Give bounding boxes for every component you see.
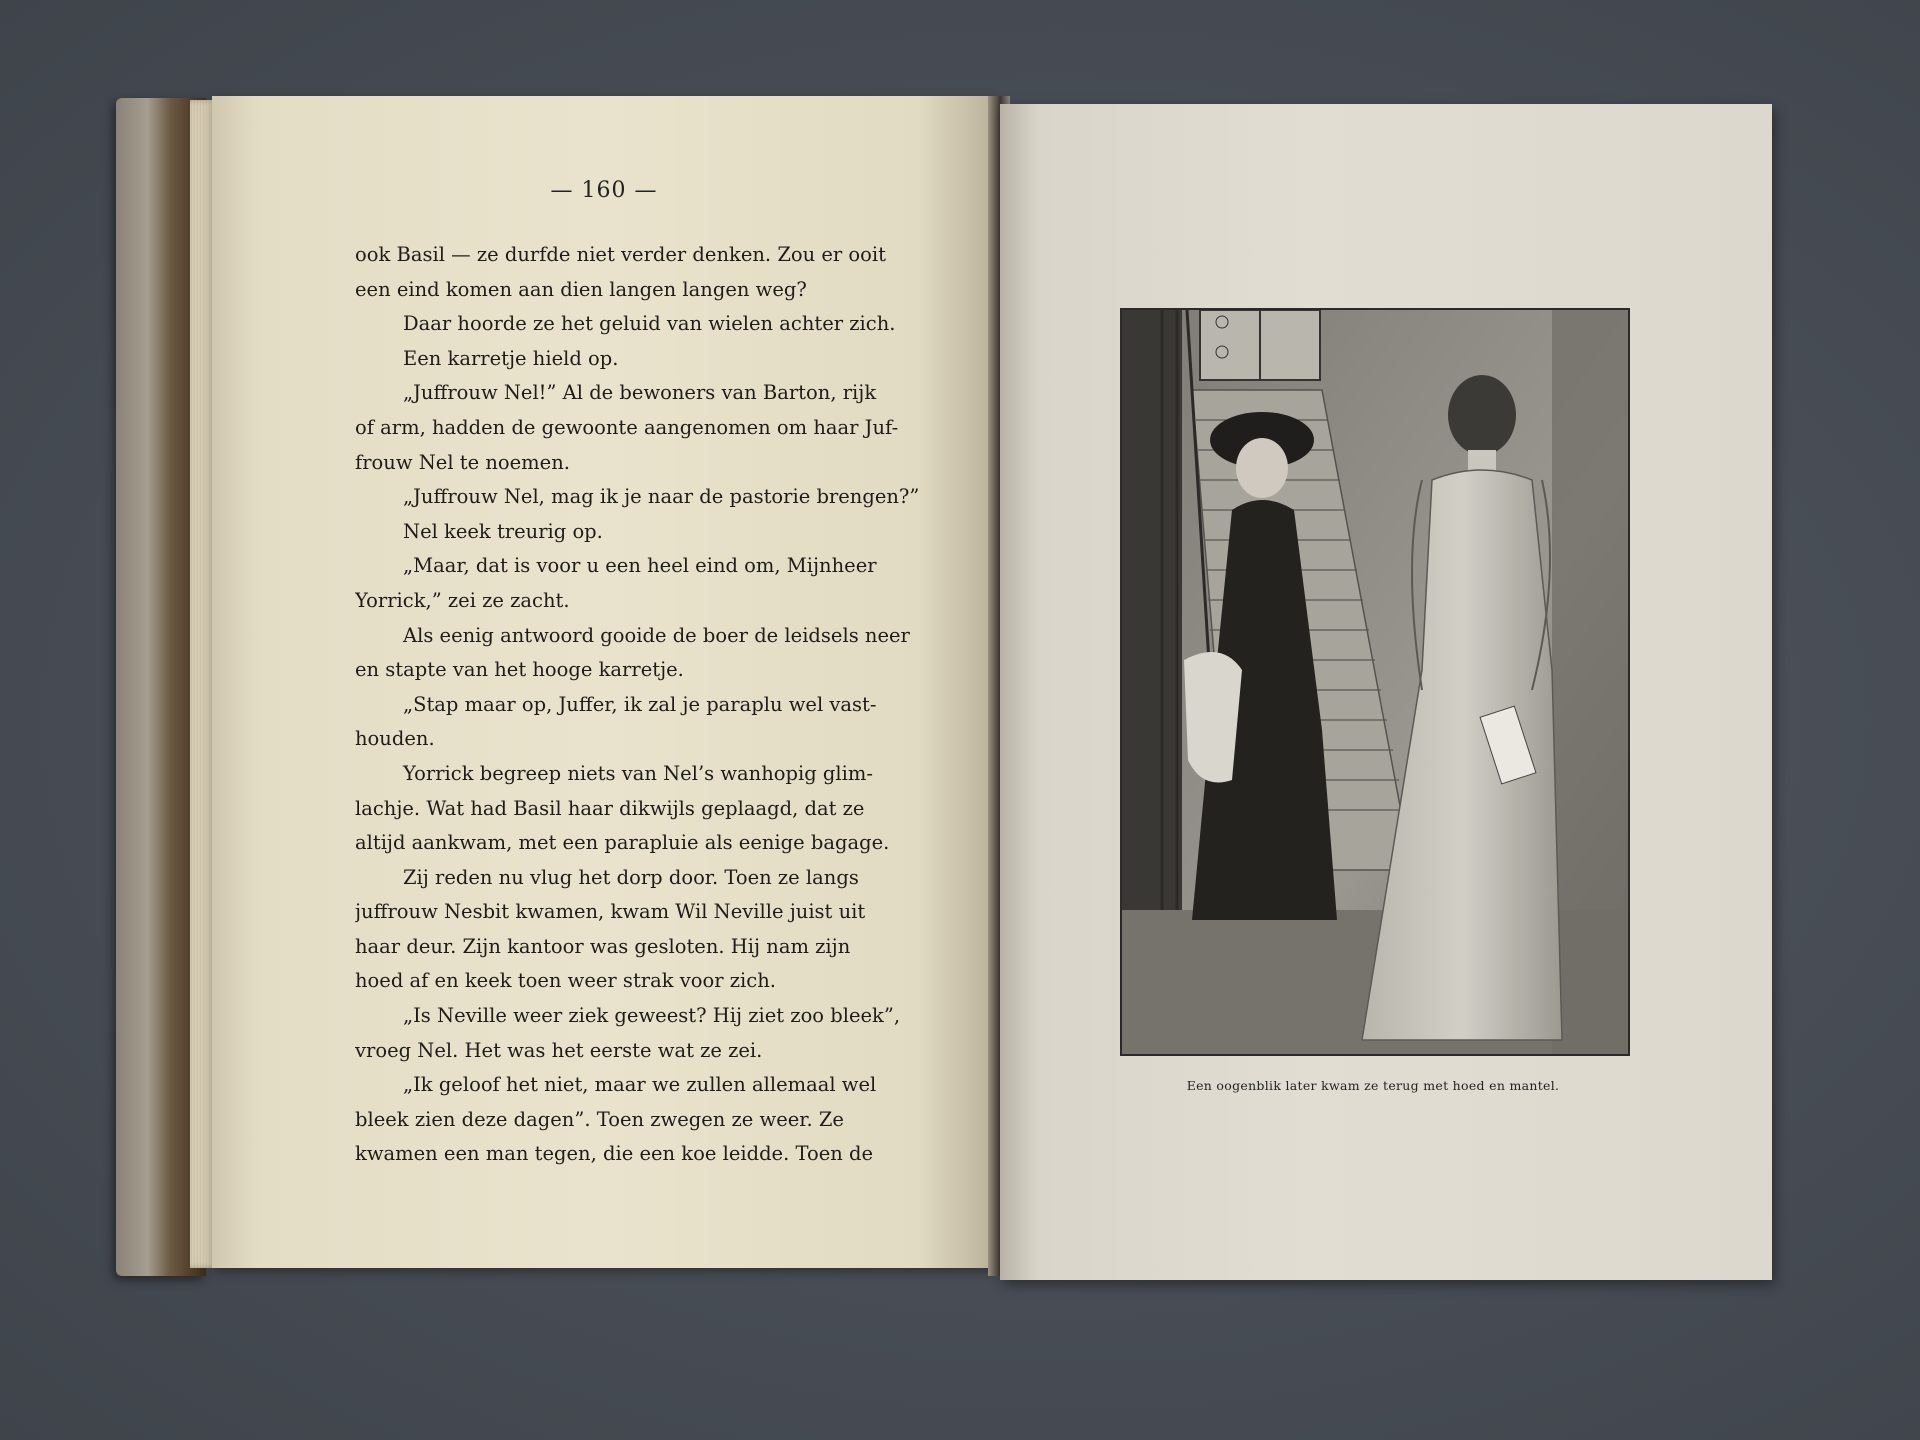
- text-line: een eind komen aan dien langen langen weg?: [355, 277, 807, 301]
- text-line: „Stap maar op, Juffer, ik zal je paraplu wel vast-: [403, 692, 877, 716]
- illustration-plate: [1120, 308, 1630, 1056]
- body-text: [355, 238, 920, 1172]
- text-line: of arm, hadden de gewoonte aangenomen om haar Juf-: [355, 415, 899, 439]
- text-line: Yorrick,” zei ze zacht.: [355, 588, 570, 612]
- text-line: Als eenig antwoord gooide de boer de leidsels neer: [403, 623, 910, 647]
- text-line: „Ik geloof het niet, maar we zullen allemaal wel: [403, 1073, 877, 1097]
- text-line: houden.: [355, 727, 435, 751]
- text-line: hoed af en keek toen weer strak voor zich.: [355, 969, 776, 993]
- text-line: juffrouw Nesbit kwamen, kwam Wil Neville juist uit: [355, 900, 866, 924]
- text-line: Een karretje hield op.: [403, 346, 619, 370]
- text-line: Nel keek treurig op.: [403, 519, 603, 543]
- text-line: lachje. Wat had Basil haar dikwijls geplaagd, dat ze: [355, 796, 865, 820]
- text-line: kwamen een man tegen, die een koe leidde. Toen de: [355, 1142, 874, 1166]
- text-line: „Is Neville weer ziek geweest? Hij ziet zoo bleek”,: [403, 1004, 901, 1028]
- text-line: bleek zien deze dagen”. Toen zwegen ze weer. Ze: [355, 1107, 844, 1131]
- text-line: ook Basil — ze durfde niet verder denken. Zou er ooit: [355, 243, 886, 266]
- text-line: haar deur. Zijn kantoor was gesloten. Hij nam zijn: [355, 934, 851, 958]
- text-line: en stapte van het hooge karretje.: [355, 658, 684, 682]
- text-line: vroeg Nel. Het was het eerste wat ze zei.: [355, 1038, 763, 1062]
- text-line: Zij reden nu vlug het dorp door. Toen ze langs: [403, 865, 859, 889]
- text-line: Daar hoorde ze het geluid van wielen achter zich.: [403, 312, 896, 336]
- illustration-caption: Een oogenblik later kwam ze terug met hoed en mantel.: [1186, 1078, 1560, 1093]
- text-line: „Juffrouw Nel!” Al de bewoners van Barton, rijk: [403, 381, 877, 405]
- page-number: — 160 —: [550, 178, 658, 203]
- text-line: Yorrick begreep niets van Nel’s wanhopig glim-: [403, 761, 873, 785]
- illustration-two-women-on-staircase: [1122, 310, 1628, 1054]
- text-line: „Maar, dat is voor u een heel eind om, Mijnheer: [403, 554, 877, 578]
- text-line: frouw Nel te noemen.: [355, 450, 570, 474]
- text-line: „Juffrouw Nel, mag ik je naar de pastorie brengen?”: [403, 485, 920, 509]
- text-line: altijd aankwam, met een parapluie als eenige bagage.: [355, 831, 890, 855]
